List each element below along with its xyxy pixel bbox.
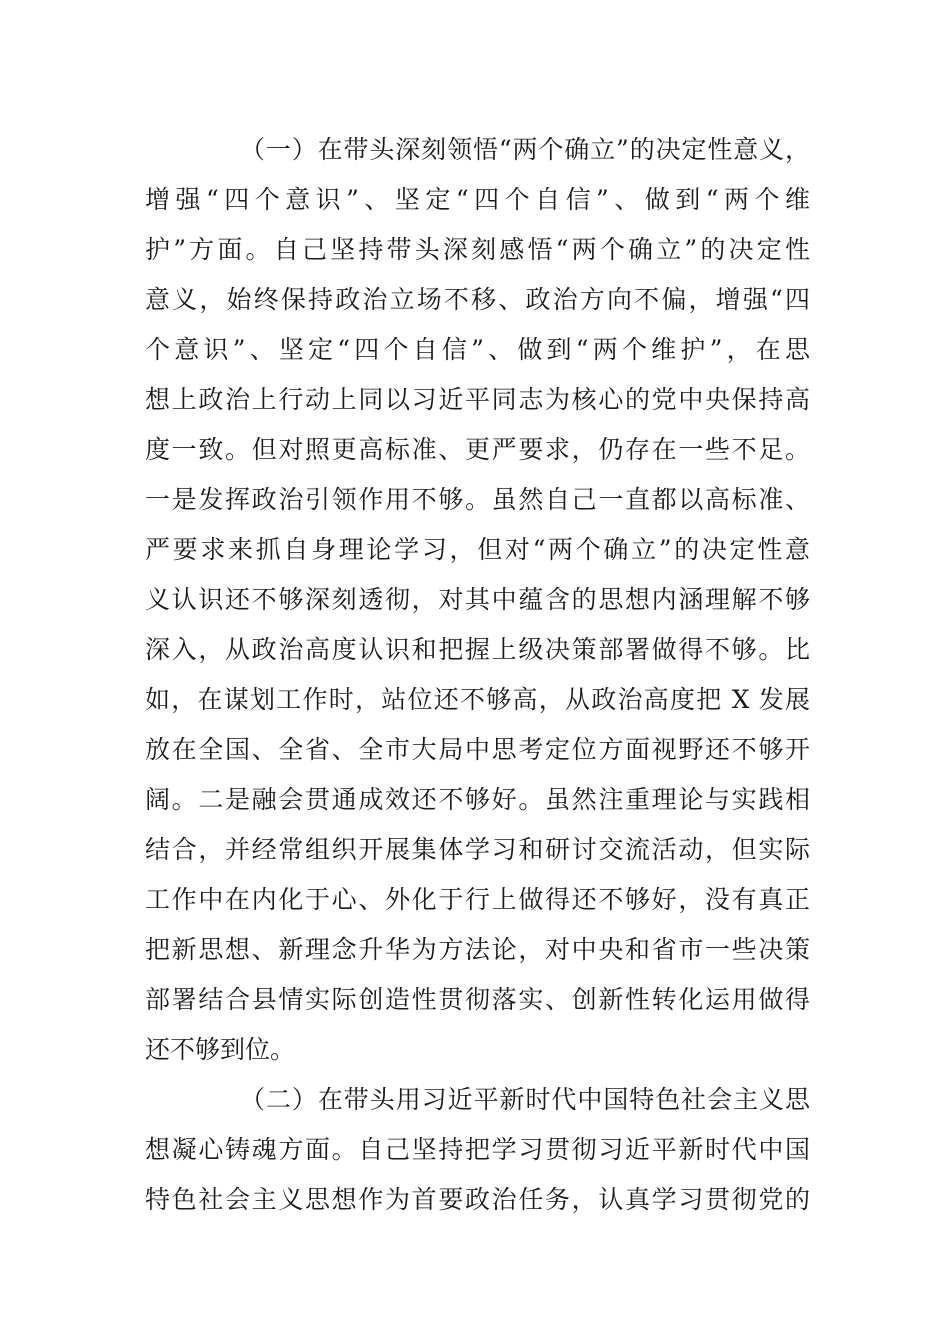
paragraph-line: 放在全国、全省、全市大局中思考定位方面视野还不够开	[145, 735, 810, 764]
paragraph-line: 阔。二是融会贯通成效还不够好。虽然注重理论与实践相	[145, 785, 810, 814]
paragraph-line: 严要求来抓自身理论学习，但对“两个确立”的决定性意	[145, 535, 810, 564]
paragraph-line: 深入，从政治高度认识和把握上级决策部署做得不够。比	[145, 635, 810, 664]
paragraph-line: 想凝心铸魂方面。自己坚持把学习贯彻习近平新时代中国	[145, 1135, 810, 1164]
paragraph-line: 想上政治上行动上同以习近平同志为核心的党中央保持高	[145, 385, 810, 414]
paragraph-line: （一）在带头深刻领悟“两个确立”的决定性意义，	[240, 135, 810, 164]
paragraph-line: 一是发挥政治引领作用不够。虽然自己一直都以高标准、	[145, 485, 810, 514]
paragraph-line: 度一致。但对照更高标准、更严要求，仍存在一些不足。	[145, 435, 810, 464]
paragraph-line: 部署结合县情实际创造性贯彻落实、创新性转化运用做得	[145, 985, 810, 1014]
paragraph-line: 还不够到位。	[145, 1035, 296, 1064]
paragraph-line: （二）在带头用习近平新时代中国特色社会主义思	[240, 1085, 810, 1114]
paragraph-line: 特色社会主义思想作为首要政治任务，认真学习贯彻党的	[145, 1185, 810, 1214]
paragraph-line: 如，在谋划工作时，站位还不够高，从政治高度把 X 发展	[145, 685, 810, 714]
paragraph-2	[145, 1075, 810, 1225]
paragraph-line: 意义，始终保持政治立场不移、政治方向不偏，增强“四	[145, 285, 810, 314]
paragraph-line: 义认识还不够深刻透彻，对其中蕴含的思想内涵理解不够	[145, 585, 810, 614]
paragraph-line: 护”方面。自己坚持带头深刻感悟“两个确立”的决定性	[145, 235, 810, 264]
paragraph-line: 增强“四个意识”、坚定“四个自信”、做到“两个维	[145, 185, 810, 214]
paragraph-line: 把新思想、新理念升华为方法论，对中央和省市一些决策	[145, 935, 810, 964]
paragraph-line: 个意识”、坚定“四个自信”、做到“两个维护”，在思	[145, 335, 810, 364]
paragraph-1	[145, 125, 810, 1075]
paragraph-line: 工作中在内化于心、外化于行上做得还不够好，没有真正	[145, 885, 810, 914]
paragraph-line: 结合，并经常组织开展集体学习和研讨交流活动，但实际	[145, 835, 810, 864]
document-body	[145, 125, 810, 1225]
